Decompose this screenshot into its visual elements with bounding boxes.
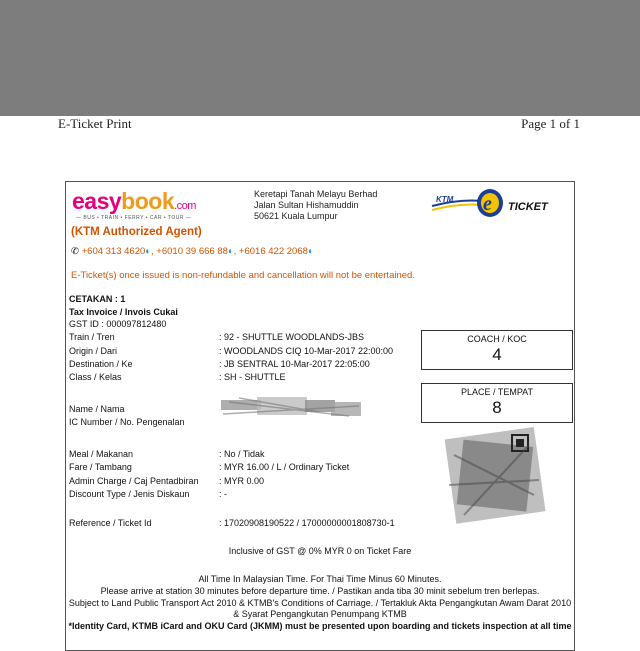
viewer-toolbar — [0, 0, 640, 116]
coach-box — [421, 330, 573, 370]
coach-label: COACH / KOC — [467, 334, 527, 344]
svg-text:e: e — [483, 193, 492, 215]
fare-label: Fare / Tambang — [69, 462, 132, 472]
print-title: E-Ticket Print — [58, 116, 132, 131]
discount-label: Discount Type / Jenis Diskaun — [69, 489, 190, 499]
reference-value: : 17020908190522 / 17000000001808730-1 — [219, 518, 395, 528]
easybook-tagline: — BUS • TRAIN • FERRY • CAR • TOUR — — [76, 215, 192, 221]
reference-label: Reference / Ticket Id — [69, 518, 152, 528]
phone-icon: ✆ — [71, 246, 79, 257]
place-label: PLACE / TEMPAT — [460, 387, 534, 397]
gst-line: Inclusive of GST @ 0% MYR 0 on Ticket Fare — [228, 546, 412, 556]
class-value: : SH - SHUTTLE — [219, 372, 286, 382]
footer-line-1: All Time In Malaysian Time. For Thai Time Minus 60 Minutes. — [198, 574, 442, 584]
ktm-eticket-logo — [430, 188, 566, 218]
cetakan: CETAKAN : 1 — [69, 294, 126, 304]
operator-address: Keretapi Tanah Melayu Berhad Jalan Sultan Hishamuddin 50621 Kuala Lumpur — [254, 189, 378, 221]
name-label: Name / Nama — [69, 404, 125, 414]
page-number: Page 1 of 1 — [521, 116, 580, 131]
place-box — [421, 383, 573, 423]
whatsapp-icon: ◐ — [307, 246, 314, 257]
phone-1[interactable]: +604 313 4620 — [81, 246, 146, 257]
train-value: : 92 - SHUTTLE WOODLANDS-JBS — [219, 332, 365, 342]
place-value: 8 — [492, 398, 502, 417]
footer-line-2: Please arrive at station 30 minutes before departure time. / Pastikan anda tiba 30 minit sebelum tren berlepas. — [100, 586, 540, 596]
svg-text:TICKET: TICKET — [508, 201, 548, 213]
agent-heading: (KTM Authorized Agent) — [71, 226, 202, 238]
whatsapp-icon: ◐ — [227, 246, 234, 257]
fare-value: : MYR 16.00 / L / Ordinary Ticket — [219, 462, 350, 472]
phone-2[interactable]: , +6010 39 666 88 — [151, 246, 228, 257]
admin-charge-label: Admin Charge / Caj Pentadbiran — [69, 476, 199, 486]
easybook-logo: easybook.com — [72, 188, 196, 214]
e-ticket — [65, 181, 575, 651]
meal-value: : No / Tidak — [219, 449, 265, 459]
footer-line-5: *Identity Card, KTMB iCard and OKU Card (JKMM) must be presented upon boarding and tickets inspection at all time — [68, 621, 572, 631]
phone-list — [71, 246, 314, 257]
phone-3[interactable]: , +6016 422 2068 — [233, 246, 308, 257]
coach-value: 4 — [492, 345, 502, 364]
destination-value: : JB SENTRAL 10-Mar-2017 22:05:00 — [219, 359, 370, 369]
origin-label: Origin / Dari — [69, 346, 118, 356]
footer-line-3: Subject to Land Public Transport Act 2010 & KTMB's Conditions of Carriage. / Tertakluk Akta Pengangkutan Awam Darat 2010 — [68, 598, 572, 608]
redacted-name-scribble — [219, 394, 364, 426]
meal-label: Meal / Makanan — [69, 449, 134, 459]
invoice-title: Tax Invoice / Invois Cukai — [69, 307, 178, 317]
admin-charge-value: : MYR 0.00 — [219, 476, 265, 486]
train-label: Train / Tren — [69, 332, 115, 342]
footer-line-4: & Syarat Pengangkutan Penumpang KTMB — [233, 609, 407, 619]
destination-label: Destination / Ke — [69, 359, 133, 369]
discount-value: : - — [219, 489, 227, 499]
gst-id: GST ID : 000097812480 — [69, 319, 167, 329]
refund-notice: E-Ticket(s) once issued is non-refundable and cancellation will not be entertained. — [71, 270, 415, 281]
svg-text:KTM: KTM — [436, 195, 454, 204]
ic-label: IC Number / No. Pengenalan — [69, 417, 185, 427]
whatsapp-icon: ◐ — [145, 246, 152, 257]
origin-value: : WOODLANDS CIQ 10-Mar-2017 22:00:00 — [219, 346, 394, 356]
redacted-qr-code — [444, 425, 548, 525]
class-label: Class / Kelas — [69, 372, 122, 382]
